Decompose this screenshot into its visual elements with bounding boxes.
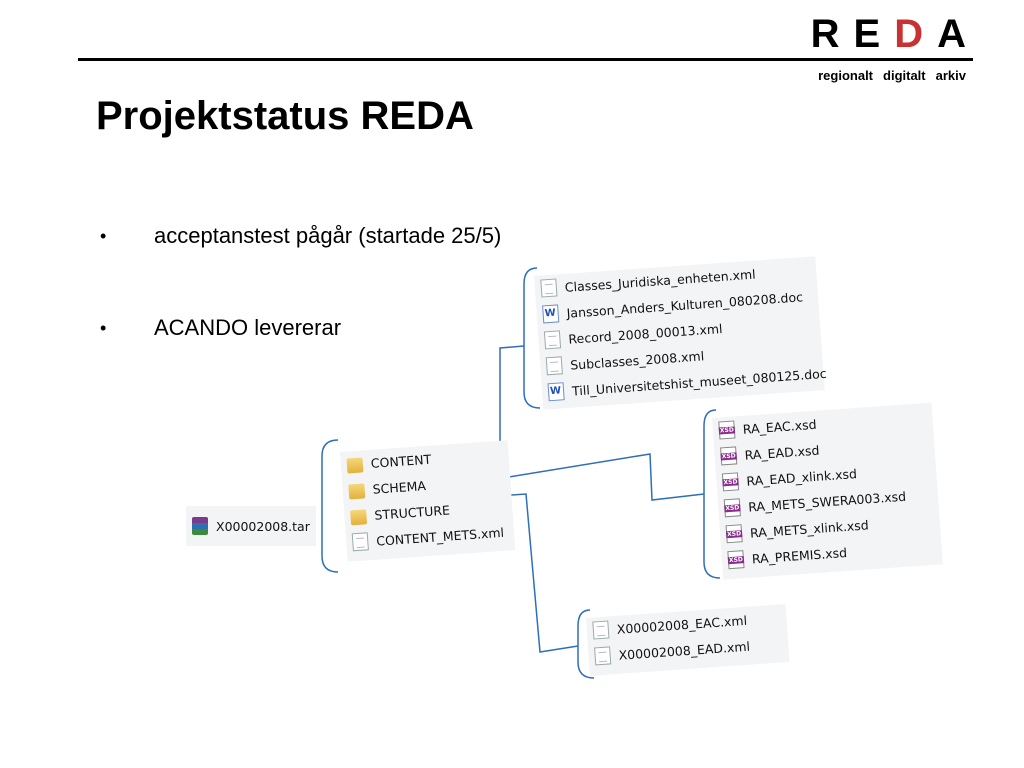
- file-name: Classes_Juridiska_enheten.xml: [564, 266, 757, 295]
- bullet-text: acceptanstest pågår (startade 25/5): [154, 223, 502, 248]
- file-name: Jansson_Anders_Kulturen_080208.doc: [566, 288, 804, 321]
- bullet-marker: •: [100, 317, 107, 338]
- rar-archive-icon: [192, 517, 208, 535]
- file-name: X00002008_EAD.xml: [618, 638, 751, 663]
- bullet-marker: •: [100, 225, 107, 246]
- xsd-file-icon: [718, 420, 735, 439]
- tagline-word-regionalt: regionalt: [818, 68, 874, 83]
- tagline-word-arkiv: arkiv: [935, 68, 966, 83]
- root-archive-panel: [186, 506, 316, 546]
- content-connector: [466, 346, 524, 452]
- file-name: Till_Universitetshist_museet_080125.doc: [571, 365, 828, 399]
- root-archive-item[interactable]: [186, 513, 316, 539]
- folder-icon: [348, 483, 365, 499]
- level1-brace: [322, 440, 338, 572]
- file-name: RA_EAD.xsd: [744, 442, 820, 463]
- schema-files-panel: [712, 403, 943, 580]
- slide-title: Projektstatus REDA: [96, 94, 474, 138]
- logo-letter-r: R: [810, 12, 842, 56]
- file-name: RA_METS_SWERA003.xsd: [747, 488, 907, 515]
- folder-icon: [350, 509, 367, 525]
- word-doc-icon: [548, 382, 565, 401]
- file-name: RA_EAC.xsd: [742, 416, 817, 437]
- file-name: RA_EAD_xlink.xsd: [745, 465, 858, 489]
- xml-file-icon: [540, 278, 557, 297]
- file-name: STRUCTURE: [373, 501, 451, 523]
- xsd-file-icon: [722, 472, 739, 491]
- file-name: RA_METS_xlink.xsd: [749, 516, 870, 541]
- folder-icon: [346, 457, 363, 473]
- xsd-file-icon: [727, 550, 744, 569]
- tagline-word-digitalt: digitalt: [883, 68, 926, 83]
- word-doc-icon: [542, 304, 559, 323]
- xsd-file-icon: [724, 498, 741, 517]
- file-name: SCHEMA: [372, 477, 427, 497]
- file-name: X00002008_EAC.xml: [616, 612, 748, 637]
- xml-file-icon: [594, 646, 611, 665]
- file-name: RA_PREMIS.xsd: [751, 544, 848, 567]
- xml-file-icon: [546, 356, 563, 375]
- logo-letter-d: D: [894, 12, 926, 56]
- bullet-text: ACANDO levererar: [154, 315, 342, 340]
- file-name: Subclasses_2008.xml: [569, 347, 705, 373]
- file-name: X00002008.tar: [216, 518, 310, 534]
- logo-letter-e: E: [853, 12, 883, 56]
- level1-panel: [340, 440, 515, 561]
- file-name: Record_2008_00013.xml: [567, 320, 723, 347]
- xml-file-icon: [592, 620, 609, 639]
- xsd-file-icon: [726, 524, 743, 543]
- file-name: CONTENT: [370, 451, 432, 471]
- xml-file-icon: [544, 330, 561, 349]
- xsd-file-icon: [720, 446, 737, 465]
- content-files-panel: [534, 256, 828, 409]
- xml-file-icon: [352, 532, 369, 551]
- logo-letter-a: A: [937, 12, 968, 56]
- file-name: CONTENT_METS.xml: [375, 524, 505, 549]
